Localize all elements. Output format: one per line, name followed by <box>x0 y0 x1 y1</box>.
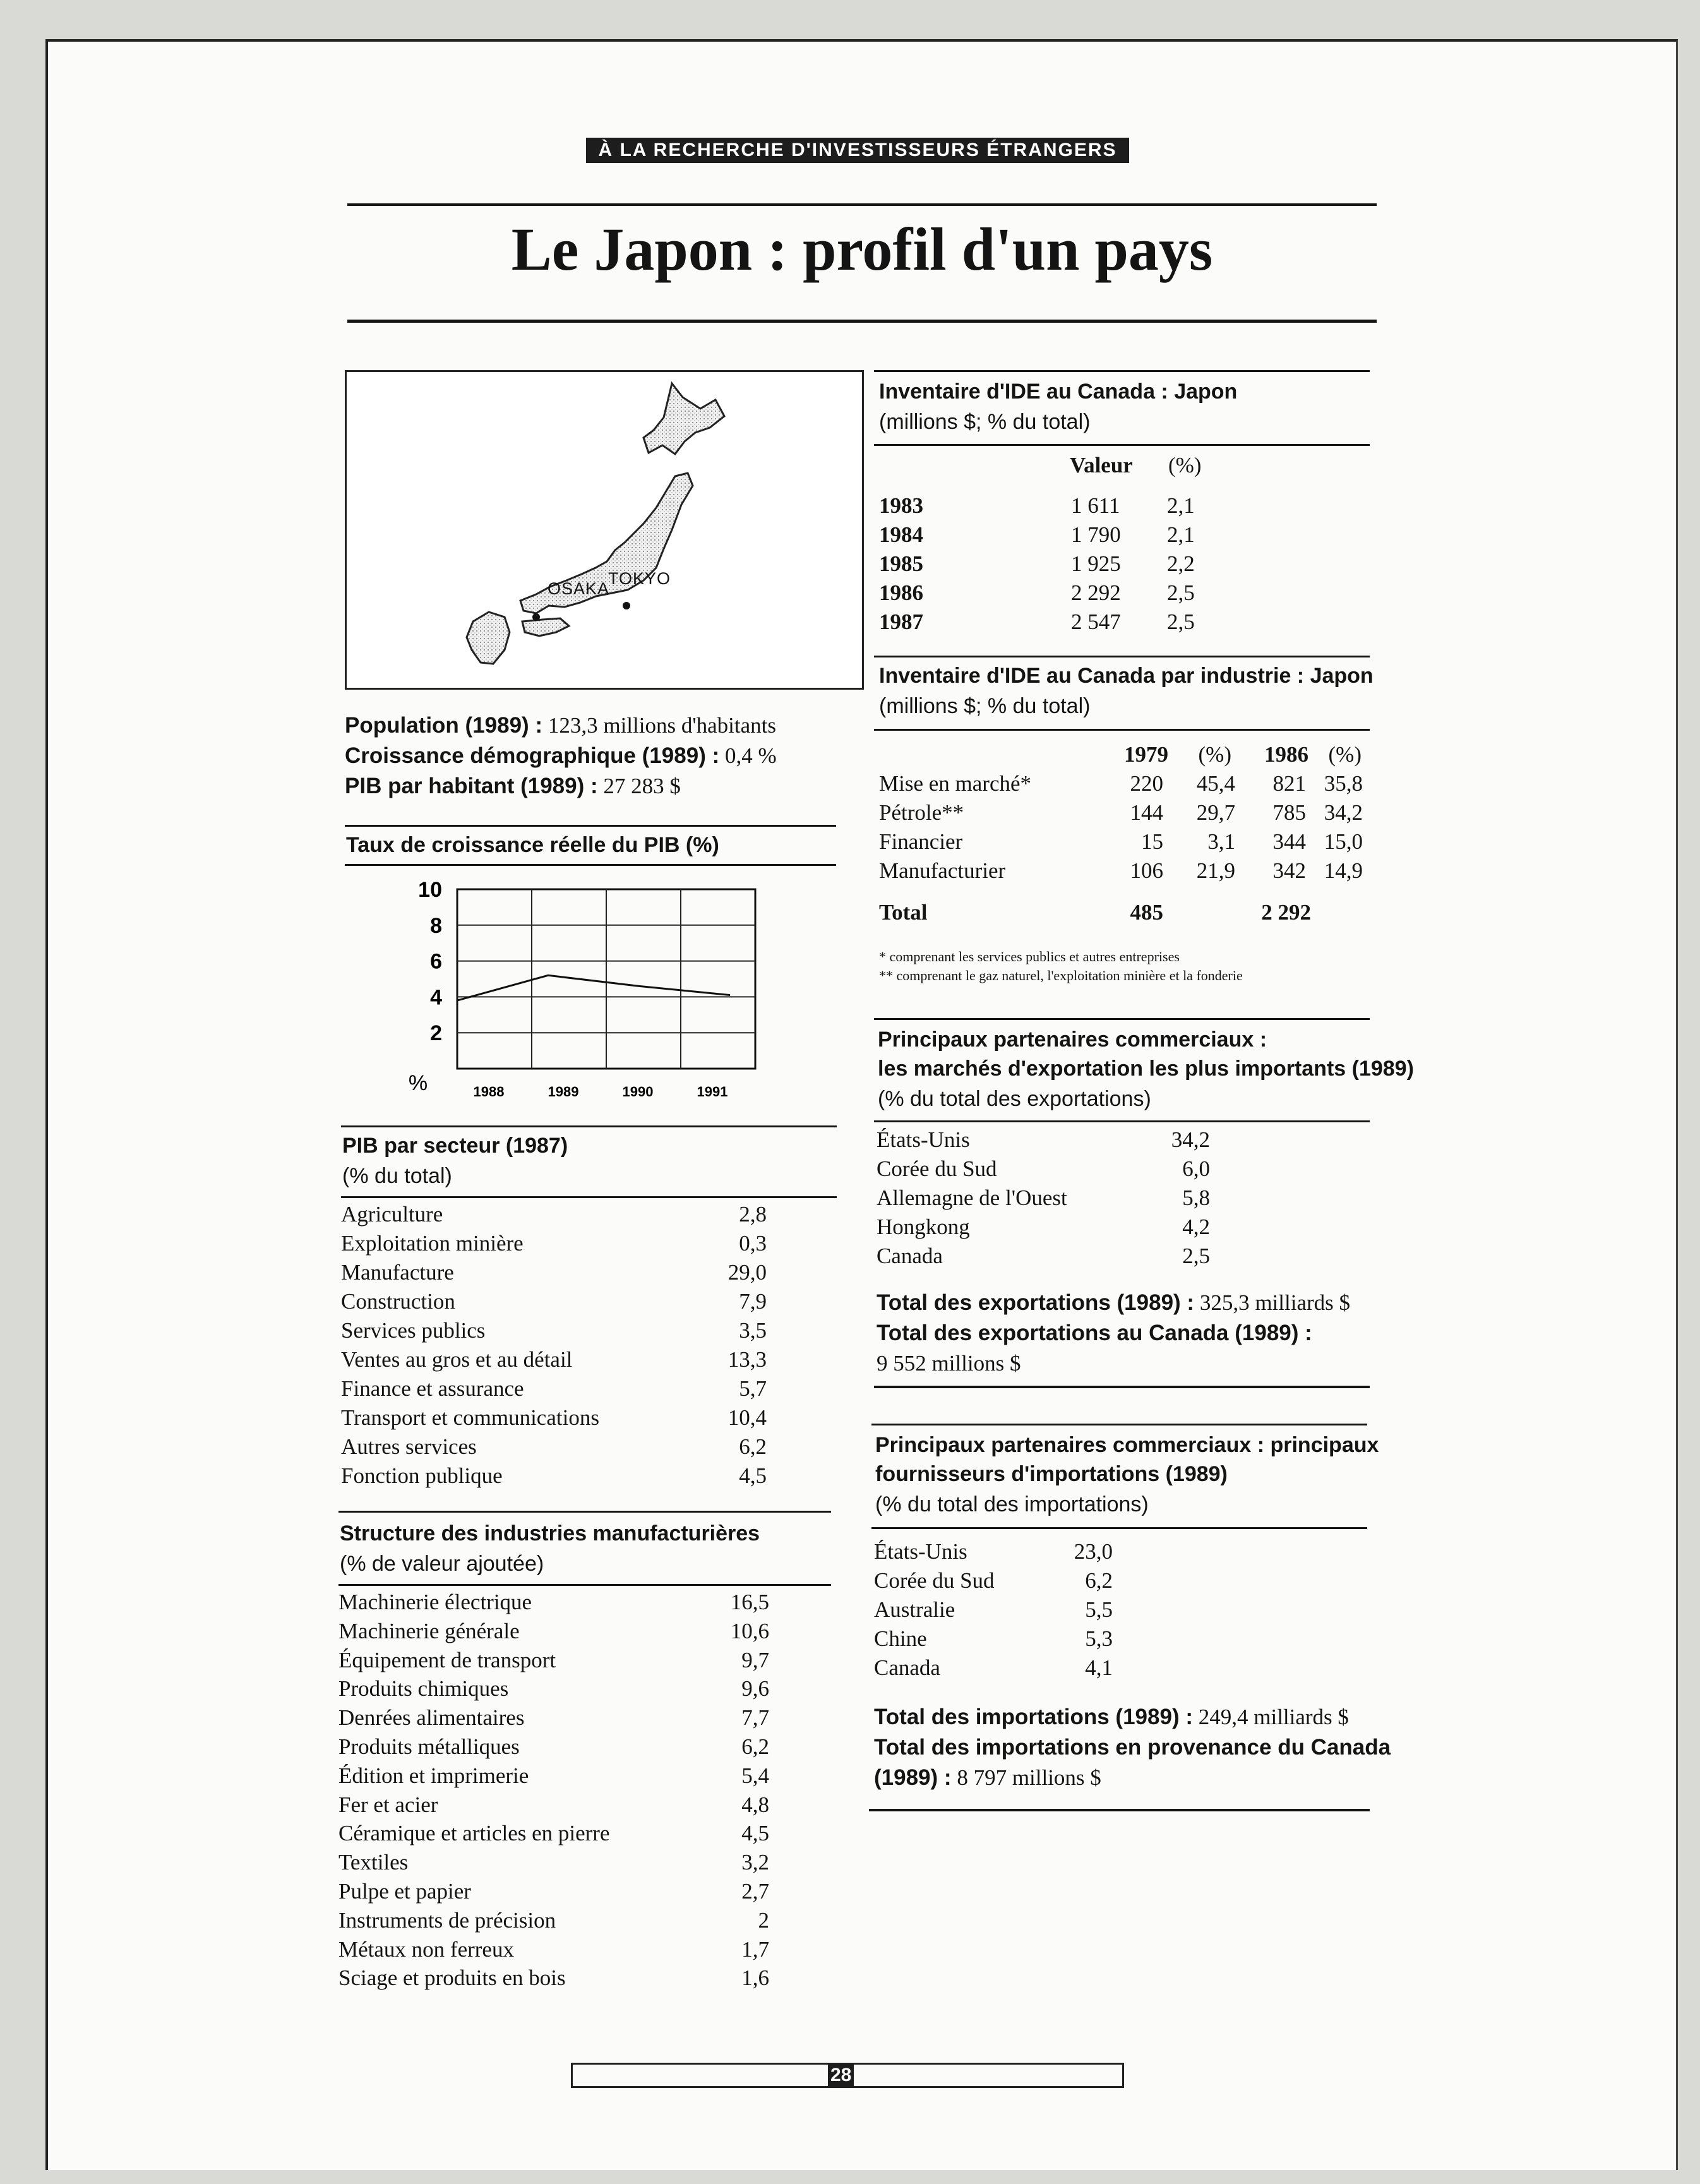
fdi-col-value: Valeur <box>1070 453 1133 477</box>
fdi-ind-row-1986: 785 <box>1272 800 1306 825</box>
manuf-row-value: 6,2 <box>741 1734 769 1759</box>
manuf-row-value: 7,7 <box>741 1705 769 1731</box>
import-row-label: Canada <box>874 1655 940 1680</box>
export-row-value: 2,5 <box>1182 1244 1210 1268</box>
import-row-label: Australie <box>874 1597 955 1622</box>
exports-rule-bottom <box>874 1386 1370 1388</box>
fdi-ind-rule-top <box>874 656 1370 657</box>
fdi-ind-row-pct1979: 29,7 <box>1196 800 1235 825</box>
population-line <box>345 711 776 740</box>
sector-row-label: Services publics <box>341 1318 486 1343</box>
sector-rule-top <box>341 1125 837 1127</box>
fdi-rule-mid <box>874 444 1370 446</box>
manuf-row-value: 16,5 <box>730 1590 769 1614</box>
import-row-label: Corée du Sud <box>874 1568 995 1593</box>
fdi-ind-row-pct1979: 3,1 <box>1207 829 1235 854</box>
gdp-capita-label: PIB par habitant (1989) : <box>345 774 598 798</box>
manuf-row-label: Produits chimiques <box>338 1676 509 1701</box>
fdi-ind-row-1979: 220 <box>1130 771 1163 796</box>
sector-rule-bottom <box>341 1196 837 1198</box>
gdp-capita-value: 27 283 $ <box>603 774 681 798</box>
fdi-industry-heading: Inventaire d'IDE au Canada par industrie : Japon <box>879 664 1374 688</box>
sector-row-label: Finance et assurance <box>341 1376 524 1401</box>
fdi-row-year: 1987 <box>879 609 923 634</box>
import-row-value: 5,3 <box>1085 1626 1113 1651</box>
manuf-heading: Structure des industries manufacturières <box>340 1521 760 1545</box>
imports-total-line <box>874 1703 1349 1732</box>
fdi-ind-col-1986: 1986 <box>1264 742 1308 767</box>
x-tick-label: 1988 <box>473 1084 505 1100</box>
imports-total-label: Total des importations (1989) : <box>874 1705 1193 1729</box>
manuf-row-label: Céramique et articles en pierre <box>338 1821 610 1846</box>
population-label: Population (1989) : <box>345 713 543 738</box>
growth-rule-bottom <box>345 864 836 866</box>
imports-rule-top <box>871 1424 1367 1425</box>
export-row-value: 34,2 <box>1171 1127 1210 1152</box>
exports-rule-top <box>874 1018 1370 1020</box>
sector-row-label: Transport et communications <box>341 1405 599 1430</box>
title-rule-top <box>347 203 1377 206</box>
import-row-value: 6,2 <box>1085 1568 1113 1593</box>
exports-heading-2: les marchés d'exportation les plus importants (1989) <box>878 1057 1414 1081</box>
manuf-rule-bottom <box>338 1584 831 1586</box>
x-tick-label: 1991 <box>697 1084 728 1100</box>
manuf-row-value: 2,7 <box>741 1879 769 1904</box>
city-label-tokyo: TOKYO <box>608 569 671 588</box>
manuf-rule-top <box>338 1511 831 1513</box>
manuf-row-value: 1,7 <box>741 1936 769 1962</box>
exports-canada-label: Total des exportations au Canada (1989) : <box>877 1321 1312 1345</box>
imports-canada-value: 8 797 millions $ <box>957 1765 1101 1790</box>
export-row-value: 4,2 <box>1182 1215 1210 1239</box>
export-row-value: 6,0 <box>1182 1156 1210 1181</box>
sector-row-label: Ventes au gros et au détail <box>341 1347 573 1372</box>
sector-row-label: Agriculture <box>341 1202 443 1227</box>
export-row-label: Hongkong <box>877 1215 970 1239</box>
x-tick-label: 1989 <box>548 1084 579 1100</box>
sector-subheading: (% du total) <box>342 1164 452 1188</box>
fdi-rule-top <box>874 370 1370 372</box>
chart-y-ticks <box>418 878 442 1045</box>
fdi-ind-row-1986: 344 <box>1272 829 1306 854</box>
fdi-industry-subheading: (millions $; % du total) <box>879 694 1091 718</box>
import-row-label: Chine <box>874 1626 927 1651</box>
manuf-row-label: Métaux non ferreux <box>338 1936 514 1962</box>
imports-canada-label-1: Total des importations en provenance du Canada <box>874 1735 1391 1760</box>
fdi-ind-row-1986: 821 <box>1272 771 1306 796</box>
exports-total-value: 325,3 milliards $ <box>1199 1290 1351 1315</box>
fdi-ind-row-label: Financier <box>879 829 963 854</box>
manuf-row-value: 5,4 <box>741 1763 769 1788</box>
x-tick-label: 1990 <box>622 1084 654 1100</box>
manuf-row-value: 9,6 <box>741 1676 769 1701</box>
export-row-value: 5,8 <box>1182 1185 1210 1210</box>
fdi-row-value: 2 292 <box>1071 580 1121 605</box>
japan-map-drawing <box>347 372 862 688</box>
sector-row-value: 5,7 <box>739 1376 767 1401</box>
exports-subheading: (% du total des exportations) <box>878 1087 1151 1111</box>
fdi-row-pct: 2,5 <box>1167 580 1195 605</box>
y-unit-label: % <box>408 1071 428 1095</box>
export-row-label: Allemagne de l'Ouest <box>877 1185 1067 1210</box>
sector-row-value: 2,8 <box>739 1202 767 1227</box>
fdi-row-year: 1985 <box>879 551 923 576</box>
imports-rule-mid <box>871 1527 1367 1529</box>
title-rule-bottom <box>347 320 1377 323</box>
fdi-ind-row-1979: 144 <box>1130 800 1163 825</box>
fdi-ind-row-pct1979: 21,9 <box>1196 858 1235 883</box>
exports-total-label: Total des exportations (1989) : <box>877 1290 1195 1315</box>
japan-map <box>345 370 864 690</box>
manuf-row-label: Denrées alimentaires <box>338 1705 525 1731</box>
sector-row-value: 0,3 <box>739 1231 767 1256</box>
section-banner: À LA RECHERCHE D'INVESTISSEURS ÉTRANGERS <box>586 138 1129 163</box>
sector-row-label: Manufacture <box>341 1260 454 1285</box>
growth-label: Croissance démographique (1989) : <box>345 743 720 768</box>
manuf-row-label: Machinerie électrique <box>338 1590 532 1614</box>
y-tick-label: 10 <box>418 878 442 902</box>
imports-subheading: (% du total des importations) <box>875 1492 1149 1516</box>
export-row-label: États-Unis <box>877 1127 970 1152</box>
fdi-row-pct: 2,2 <box>1167 551 1195 576</box>
import-row-value: 23,0 <box>1074 1539 1113 1564</box>
fdi-ind-col-pct2: (%) <box>1328 742 1362 767</box>
fdi-ind-col-pct1: (%) <box>1198 742 1231 767</box>
growth-rule-top <box>345 825 836 827</box>
manuf-row-label: Machinerie générale <box>338 1618 520 1643</box>
manuf-row-label: Produits métalliques <box>338 1734 520 1759</box>
sector-heading: PIB par secteur (1987) <box>342 1134 568 1158</box>
population-value: 123,3 millions d'habitants <box>548 713 777 738</box>
fdi-ind-col-1979: 1979 <box>1124 742 1168 767</box>
manuf-row-label: Textiles <box>338 1850 409 1875</box>
sector-row-value: 3,5 <box>739 1318 767 1343</box>
fdi-subheading: (millions $; % du total) <box>879 410 1091 434</box>
export-row-label: Canada <box>877 1244 943 1268</box>
fdi-ind-total-1986: 2 292 <box>1261 900 1311 925</box>
fdi-row-value: 1 925 <box>1071 551 1121 576</box>
city-label-osaka: OSAKA <box>548 579 610 598</box>
shikoku-shape <box>522 618 569 636</box>
imports-canada-line <box>874 1763 1101 1792</box>
fdi-ind-note-2: ** comprenant le gaz naturel, l'exploitation minière et la fonderie <box>879 968 1243 983</box>
fdi-ind-total-label: Total <box>879 900 928 925</box>
manuf-row-value: 4,5 <box>741 1821 769 1846</box>
page-number: 28 <box>828 2063 854 2087</box>
fdi-ind-total-1979: 485 <box>1130 900 1163 925</box>
manuf-row-value: 9,7 <box>741 1647 769 1672</box>
manuf-row-label: Édition et imprimerie <box>338 1763 529 1788</box>
manuf-row-value: 4,8 <box>741 1792 769 1817</box>
gdp-growth-chart <box>379 878 834 1112</box>
fdi-row-year: 1984 <box>879 522 923 547</box>
manuf-row-label: Pulpe et papier <box>338 1879 471 1904</box>
tokyo-marker <box>623 602 630 609</box>
exports-rule-mid <box>874 1120 1370 1122</box>
fdi-ind-row-pct1986: 35,8 <box>1324 771 1363 796</box>
fdi-ind-row-label: Pétrole** <box>879 800 964 825</box>
imports-heading-1: Principaux partenaires commerciaux : principaux <box>875 1433 1379 1457</box>
fdi-ind-row-1979: 15 <box>1141 829 1163 854</box>
y-tick-label: 2 <box>430 1021 442 1046</box>
fdi-ind-note-1: * comprenant les services publics et autres entreprises <box>879 949 1180 964</box>
fdi-ind-row-1986: 342 <box>1272 858 1306 883</box>
manuf-subheading: (% de valeur ajoutée) <box>340 1552 544 1576</box>
sector-row-label: Fonction publique <box>341 1463 503 1488</box>
manuf-row-label: Instruments de précision <box>338 1907 556 1933</box>
fdi-ind-row-label: Mise en marché* <box>879 771 1032 796</box>
exports-heading-1: Principaux partenaires commerciaux : <box>878 1028 1267 1052</box>
sector-row-label: Exploitation minière <box>341 1231 524 1256</box>
fdi-ind-row-label: Manufacturier <box>879 858 1006 883</box>
sector-row-value: 13,3 <box>727 1347 767 1372</box>
fdi-row-year: 1983 <box>879 493 923 518</box>
y-tick-label: 8 <box>430 913 442 938</box>
fdi-heading: Inventaire d'IDE au Canada : Japon <box>879 380 1238 404</box>
manuf-row-value: 2 <box>758 1907 769 1933</box>
fdi-row-pct: 2,1 <box>1167 522 1195 547</box>
fdi-row-pct: 2,1 <box>1167 493 1195 518</box>
import-row-label: États-Unis <box>874 1539 967 1564</box>
imports-rule-bottom <box>869 1809 1370 1811</box>
manuf-row-label: Fer et acier <box>338 1792 438 1817</box>
manuf-row-value: 10,6 <box>730 1618 769 1643</box>
page-title: Le Japon : profil d'un pays <box>511 215 1213 283</box>
y-tick-label: 4 <box>430 985 442 1010</box>
sector-row-value: 6,2 <box>739 1434 767 1459</box>
growth-value: 0,4 % <box>724 743 777 768</box>
fdi-row-value: 1 611 <box>1071 493 1120 518</box>
exports-canada-value: 9 552 millions $ <box>877 1351 1021 1376</box>
chart-grid <box>457 889 755 1069</box>
fdi-ind-row-1979: 106 <box>1130 858 1163 883</box>
fdi-col-pct: (%) <box>1168 453 1202 477</box>
fdi-ind-row-pct1986: 14,9 <box>1324 858 1363 883</box>
imports-canada-label-2: (1989) : <box>874 1765 952 1790</box>
y-tick-label: 6 <box>430 949 442 974</box>
fdi-row-pct: 2,5 <box>1167 609 1195 634</box>
document-page <box>45 39 1678 2170</box>
export-row-label: Corée du Sud <box>877 1156 997 1181</box>
kyushu-shape <box>467 612 510 664</box>
sector-row-value: 7,9 <box>739 1289 767 1314</box>
growth-chart-heading: Taux de croissance réelle du PIB (%) <box>346 833 719 857</box>
fdi-ind-row-pct1979: 45,4 <box>1196 771 1235 796</box>
sector-row-label: Construction <box>341 1289 455 1314</box>
chart-x-ticks <box>474 1084 728 1100</box>
fdi-ind-rule-mid <box>874 729 1370 731</box>
sector-row-value: 29,0 <box>727 1260 767 1285</box>
imports-heading-2: fournisseurs d'importations (1989) <box>875 1462 1228 1486</box>
fdi-row-value: 2 547 <box>1071 609 1121 634</box>
sector-row-value: 10,4 <box>727 1405 767 1430</box>
manuf-row-value: 1,6 <box>741 1965 769 1991</box>
gdp-capita-line <box>345 772 681 801</box>
exports-total-line <box>877 1288 1350 1317</box>
manuf-row-label: Équipement de transport <box>338 1647 556 1672</box>
manuf-row-label: Sciage et produits en bois <box>338 1965 566 1991</box>
fdi-row-year: 1986 <box>879 580 923 605</box>
page-number-box <box>571 2063 1124 2088</box>
import-row-value: 4,1 <box>1085 1655 1113 1680</box>
fdi-ind-row-pct1986: 15,0 <box>1324 829 1363 854</box>
fdi-row-value: 1 790 <box>1071 522 1121 547</box>
sector-row-label: Autres services <box>341 1434 477 1459</box>
hokkaido-shape <box>643 383 724 454</box>
osaka-marker <box>532 613 540 621</box>
imports-total-value: 249,4 milliards $ <box>1198 1705 1349 1729</box>
fdi-ind-row-pct1986: 34,2 <box>1324 800 1363 825</box>
growth-line <box>345 741 777 771</box>
import-row-value: 5,5 <box>1085 1597 1113 1622</box>
sector-row-value: 4,5 <box>739 1463 767 1488</box>
manuf-row-value: 3,2 <box>741 1850 769 1875</box>
